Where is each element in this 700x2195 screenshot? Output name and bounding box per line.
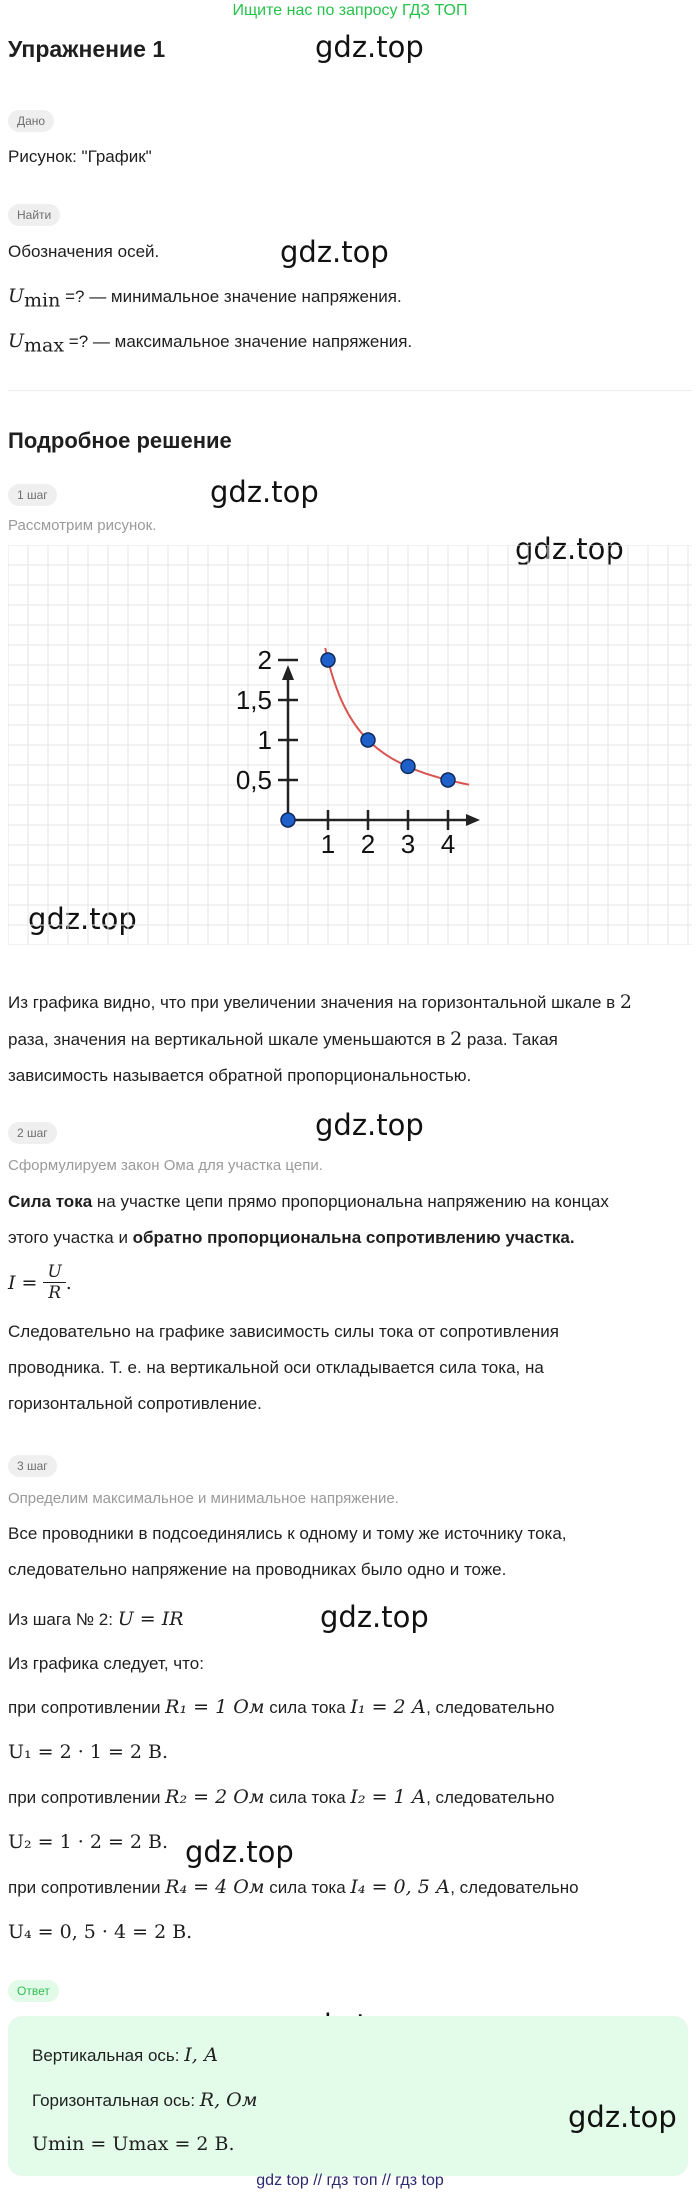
step3-graph-note: Из графика следует, что: bbox=[8, 1654, 204, 1673]
answer-horizontal-axis: Горизонтальная ось: R, Ом bbox=[32, 2089, 258, 2111]
top-banner: Ищите нас по запросу ГДЗ ТОП bbox=[232, 2, 468, 19]
step3-ohm: Из шага № 2: U = IR bbox=[8, 1608, 184, 1630]
resistor2-line: при сопротивлении R₂ = 2 Ом сила тока I₂ = 1 А, следовательно bbox=[8, 1786, 555, 1808]
x-tick-label: 4 bbox=[440, 829, 456, 859]
watermark: gdz.top bbox=[515, 532, 624, 566]
y-axis-arrow bbox=[282, 665, 294, 680]
step3-subtitle: Определим максимальное и минимальное напряжение. bbox=[8, 1490, 399, 1507]
watermark: gdz.top bbox=[320, 1600, 429, 1634]
page-title: Упражнение 1 bbox=[8, 36, 166, 62]
step3-tag: 3 шаг bbox=[8, 1455, 57, 1477]
resistor4-line: при сопротивлении R₄ = 4 Ом сила тока I₄ = 0, 5 А, следовательно bbox=[8, 1876, 579, 1898]
watermark: gdz.top bbox=[28, 902, 137, 936]
y-tick-label: 2 bbox=[257, 645, 272, 675]
ohm-law-text: Сила тока на участке цепи прямо пропорциональна напряжению на концах этого участка и обратно пропорциональна сопротивлению участка. bbox=[8, 1192, 609, 1247]
step1-subtitle: Рассмотрим рисунок. bbox=[8, 517, 157, 534]
u2-formula: U₂ = 1 · 2 = 2 В. bbox=[8, 1831, 169, 1853]
step2-tag: 2 шаг bbox=[8, 1122, 57, 1144]
find-tag: Найти bbox=[8, 204, 60, 226]
data-point bbox=[281, 813, 295, 827]
solution-heading: Подробное решение bbox=[8, 428, 232, 453]
find-umax: $U_{max}$ =? — максимальное значение напряжения. bbox=[8, 330, 413, 357]
given-text: Рисунок: "График" bbox=[8, 147, 152, 166]
y-tick-label: 1 bbox=[257, 725, 272, 755]
answer-tag: Ответ bbox=[8, 1980, 59, 2002]
u4-formula: U₄ = 0, 5 · 4 = 2 В. bbox=[8, 1921, 193, 1943]
step3-paragraph: Все проводники в подсоединялись к одному и тому же источнику тока, следовательно напряжение на проводниках было одно и тоже. bbox=[8, 1524, 567, 1579]
find-axes: Обозначения осей. bbox=[8, 242, 160, 261]
watermark: gdz.top bbox=[280, 235, 389, 269]
watermark: gdz.top bbox=[315, 30, 424, 64]
find-umin: $U_{min}$ =? — минимальное значение напряжения. bbox=[8, 285, 402, 312]
data-point bbox=[441, 773, 455, 787]
y-tick-label: 0,5 bbox=[235, 765, 272, 795]
data-point bbox=[361, 733, 375, 747]
answer-vertical-axis: Вертикальная ось: I, А bbox=[32, 2044, 219, 2066]
step2-paragraph: Следовательно на графике зависимость силы тока от сопротивления проводника. Т. е. на вертикальной оси откладывается сила тока, на горизонтальной сопротивление. bbox=[8, 1322, 559, 1413]
ohm-formula: I = $\frac{U}{R}$ . bbox=[8, 1262, 72, 1303]
watermark: gdz.top bbox=[315, 1108, 424, 1142]
divider bbox=[8, 390, 692, 391]
x-tick-label: 3 bbox=[400, 829, 416, 859]
resistor1-line: при сопротивлении R₁ = 1 Ом сила тока I₁ = 2 А, следовательно bbox=[8, 1696, 555, 1718]
given-tag: Дано bbox=[8, 110, 54, 132]
watermark: gdz.top bbox=[185, 1835, 294, 1869]
u1-formula: U₁ = 2 · 1 = 2 В. bbox=[8, 1741, 169, 1763]
step2-subtitle: Сформулируем закон Ома для участка цепи. bbox=[8, 1157, 323, 1174]
watermark: gdz.top bbox=[568, 2100, 677, 2134]
data-point bbox=[321, 653, 335, 667]
y-tick-label: 1,5 bbox=[235, 685, 272, 715]
x-axis-arrow bbox=[466, 814, 480, 826]
step1-tag: 1 шаг bbox=[8, 484, 57, 506]
x-tick-label: 2 bbox=[360, 829, 376, 859]
watermark: gdz.top bbox=[210, 475, 319, 509]
x-tick-label: 1 bbox=[320, 829, 336, 859]
inverse-proportion-graph bbox=[8, 545, 692, 945]
data-point bbox=[401, 759, 415, 773]
footer-links: gdz top // гдз топ // гдз top bbox=[256, 2172, 444, 2189]
step1-paragraph: Из графика видно, что при увеличении значения на горизонтальной шкале в 2 раза, значения на вертикальной шкале уменьшаются в 2 раза. Такая зависимость называется обратной пропорциональностью. bbox=[8, 991, 632, 1085]
answer-voltage: Umin = Umax = 2 В. bbox=[32, 2133, 235, 2155]
